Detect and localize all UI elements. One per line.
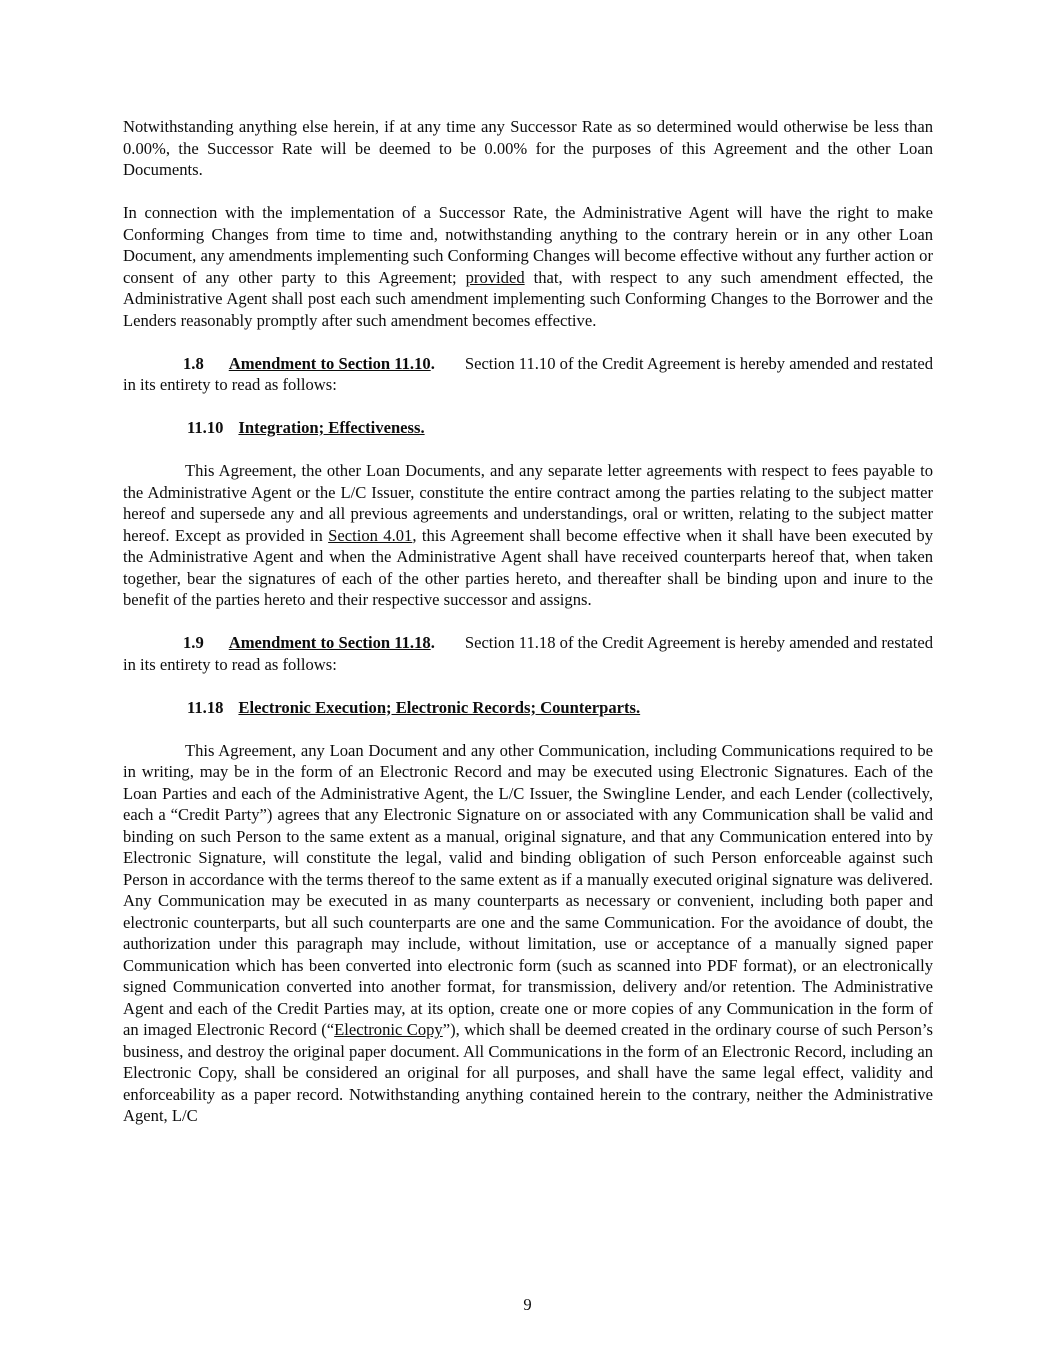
underlined-term-electronic-copy: Electronic Copy [334, 1020, 443, 1039]
text-run: This Agreement, any Loan Document and any other Communication, including Communications required to be in writing, may be in the form of an Electronic Record and may be executed using Electronic Signatures. Each of the Loan Parties and each of the Administrative Agent, the L/C Issuer, the Swingline Lender, and each Lender (collectively, each a “Credit Party”) agrees that any Electronic Signature on or associated with any Communication shall be valid and binding on such Person to the same extent as a manual, original signature, and that any Communication entered into by Electronic Signature, will constitute the legal, valid and binding obligation of such Person enforceable against such Person in accordance with the terms thereof to the same extent as if a manually executed original signature was delivered. Any Communication may be executed in as many counterparts as necessary or convenient, including both paper and electronic counterparts, but all such counterparts are one and the same Communication. For the avoidance of doubt, the authorization under this paragraph may include, without limitation, use or acceptance of a manually signed paper Communication which has been converted into electronic form (such as scanned into PDF format), or an electronically signed Communication converted into another format, for transmission, delivery and/or retention. The Administrative Agent and each of the Credit Parties may, at its option, create one or more copies of any Communication in the form of an imaged Electronic Record (“ [123, 740, 933, 1039]
para-electronic-execution [123, 740, 933, 1127]
page-number: 9 [523, 1294, 532, 1314]
subsection-number: 11.10 [187, 418, 224, 437]
section-number: 1.9 [183, 633, 204, 652]
section-1-8-heading [123, 353, 933, 396]
underlined-term-provided: provided [465, 267, 525, 287]
section-11-10-heading [123, 417, 933, 439]
text-run: Section 11.18 of the Credit Agreement is hereby amended and restated in its entirety to read as follows: [123, 633, 933, 674]
text-run: Section 11.10 of the Credit Agreement is hereby amended and restated in its entirety to read as follows: [123, 353, 933, 394]
section-number: 1.8 [183, 353, 204, 373]
text-run: ”), which shall be deemed created in the ordinary course of such Person’s business, and destroy the original paper document. All Communications in the form of an Electronic Record, including an Electronic Copy, shall be considered an original for all purposes, and shall have the same legal effect, validity and enforceability as a paper record. Notwithstanding anything contained herein to the contrary, neither the Administrative Agent, L/C [123, 1020, 933, 1125]
section-1-9-heading [123, 632, 933, 675]
para-integration-effectiveness [123, 460, 933, 611]
subsection-title: Integration; Effectiveness. [238, 418, 425, 437]
subsection-number: 11.18 [187, 697, 224, 717]
para-conforming-changes [123, 202, 933, 331]
text-run: that, with respect to any such amendment effected, the Administrative Agent shall post each such amendment implementing such Conforming Changes to the Borrower and the Lenders reasonably promptly after such amendment becomes effective. [123, 267, 933, 330]
section-title-period: . [430, 353, 435, 373]
section-title-period: . [430, 633, 435, 652]
text-run: In connection with the implementation of a Successor Rate, the Administrative Agent will have the right to make Conforming Changes from time to time and, notwithstanding anything to the contrary herein or in any other Loan Document, any amendments implementing such Conforming Changes will become effective without any further action or consent of any other party to this Agreement; [123, 203, 933, 287]
subsection-title: Electronic Execution; Electronic Records; Counterparts. [238, 697, 641, 717]
document-body [123, 116, 933, 1148]
text-run: , this Agreement shall become effective when it shall have been executed by the Administrative Agent and when the Administrative Agent shall have received counterparts hereof that, when taken together, bear the signatures of each of the other parties hereto, and thereafter shall be binding upon and inure to the benefit of the parties hereto and their respective successor and assigns. [123, 525, 933, 609]
section-11-18-heading [123, 697, 933, 719]
underlined-ref-section-4-01: Section 4.01 [328, 525, 413, 545]
text-run: This Agreement, the other Loan Documents, and any separate letter agreements with respect to fees payable to the Administrative Agent or the L/C Issuer, constitute the entire contract among the parties relating to the subject matter hereof and supersede any and all previous agreements and understandings, oral or written, relating to the subject matter hereof. Except as provided in [123, 461, 933, 545]
section-title: Amendment to Section 11.18 [228, 633, 431, 652]
para-successor-rate-floor: Notwithstanding anything else herein, if at any time any Successor Rate as so determined would otherwise be less than 0.00%, the Successor Rate will be deemed to be 0.00% for the purposes of this Agreement and the other Loan Documents. [123, 117, 933, 179]
section-title: Amendment to Section 11.10 [228, 353, 431, 373]
